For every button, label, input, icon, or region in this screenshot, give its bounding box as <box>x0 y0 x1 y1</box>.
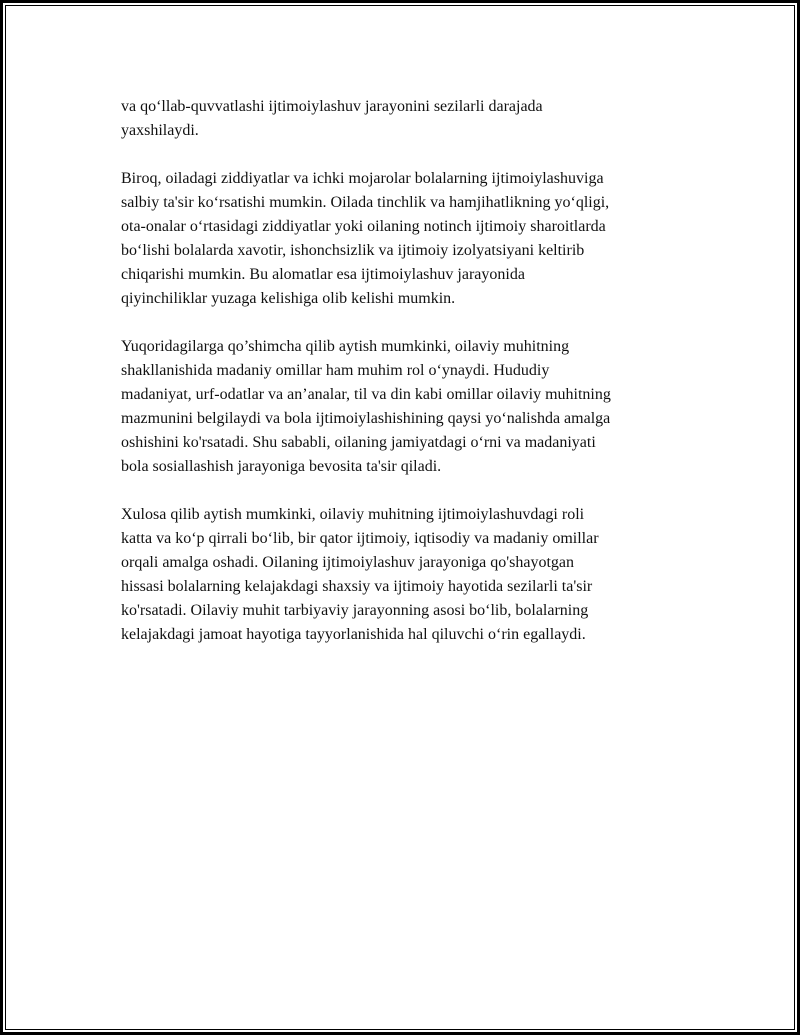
text-line: kelajakdagi jamoat hayotiga tayyorlanishida hal qiluvchi o‘rin egallaydi. <box>121 626 586 643</box>
text-line: qiyinchiliklar yuzaga kelishiga olib kelishi mumkin. <box>121 290 456 307</box>
text-line: chiqarishi mumkin. Bu alomatlar esa ijtimoiylashuv jarayonida <box>121 266 525 283</box>
paragraph-4 <box>121 503 701 647</box>
text-line: Yuqoridagilarga qo’shimcha qilib aytish mumkinki, oilaviy muhitning <box>121 338 570 355</box>
text-line: Xulosa qilib aytish mumkinki, oilaviy muhitning ijtimoiylashuvdagi roli <box>121 506 585 523</box>
text-line: ota-onalar o‘rtasidagi ziddiyatlar yoki oilaning notinch ijtimoiy sharoitlarda <box>121 218 606 235</box>
paragraph-1 <box>121 95 701 143</box>
text-line: yaxshilaydi. <box>121 122 199 139</box>
text-line: katta va ko‘p qirrali bo‘lib, bir qator ijtimoiy, iqtisodiy va madaniy omillar <box>121 530 599 547</box>
text-line: hissasi bolalarning kelajakdagi shaxsiy va ijtimoiy hayotida sezilarli ta'sir <box>121 578 593 595</box>
text-line: oshishini ko'rsatadi. Shu sababli, oilaning jamiyatdagi o‘rni va madaniyati <box>121 434 596 451</box>
paragraph-2 <box>121 167 701 311</box>
text-line: mazmunini belgilaydi va bola ijtimoiylashishining qaysi yo‘nalishda amalga <box>121 410 611 427</box>
text-line: bola sosiallashish jarayoniga bevosita ta'sir qiladi. <box>121 458 442 475</box>
document-body <box>121 95 701 671</box>
text-line: orqali amalga oshadi. Oilaning ijtimoiylashuv jarayoniga qo'shayotgan <box>121 554 575 571</box>
text-line: ko'rsatadi. Oilaviy muhit tarbiyaviy jarayonning asosi bo‘lib, bolalarning <box>121 602 589 619</box>
text-line: va qo‘llab-quvvatlashi ijtimoiylashuv jarayonini sezilarli darajada <box>121 98 543 115</box>
text-line: bo‘lishi bolalarda xavotir, ishonchsizlik va ijtimoiy izolyatsiyani keltirib <box>121 242 585 259</box>
text-line: Biroq, oiladagi ziddiyatlar va ichki mojarolar bolalarning ijtimoiylashuviga <box>121 170 604 187</box>
text-line: shakllanishida madaniy omillar ham muhim rol o‘ynaydi. Hududiy <box>121 362 550 379</box>
text-line: salbiy ta'sir ko‘rsatishi mumkin. Oilada tinchlik va hamjihatlikning yo‘qligi, <box>121 194 610 211</box>
paragraph-3 <box>121 335 701 479</box>
text-line: madaniyat, urf-odatlar va an’analar, til va din kabi omillar oilaviy muhitning <box>121 386 611 403</box>
